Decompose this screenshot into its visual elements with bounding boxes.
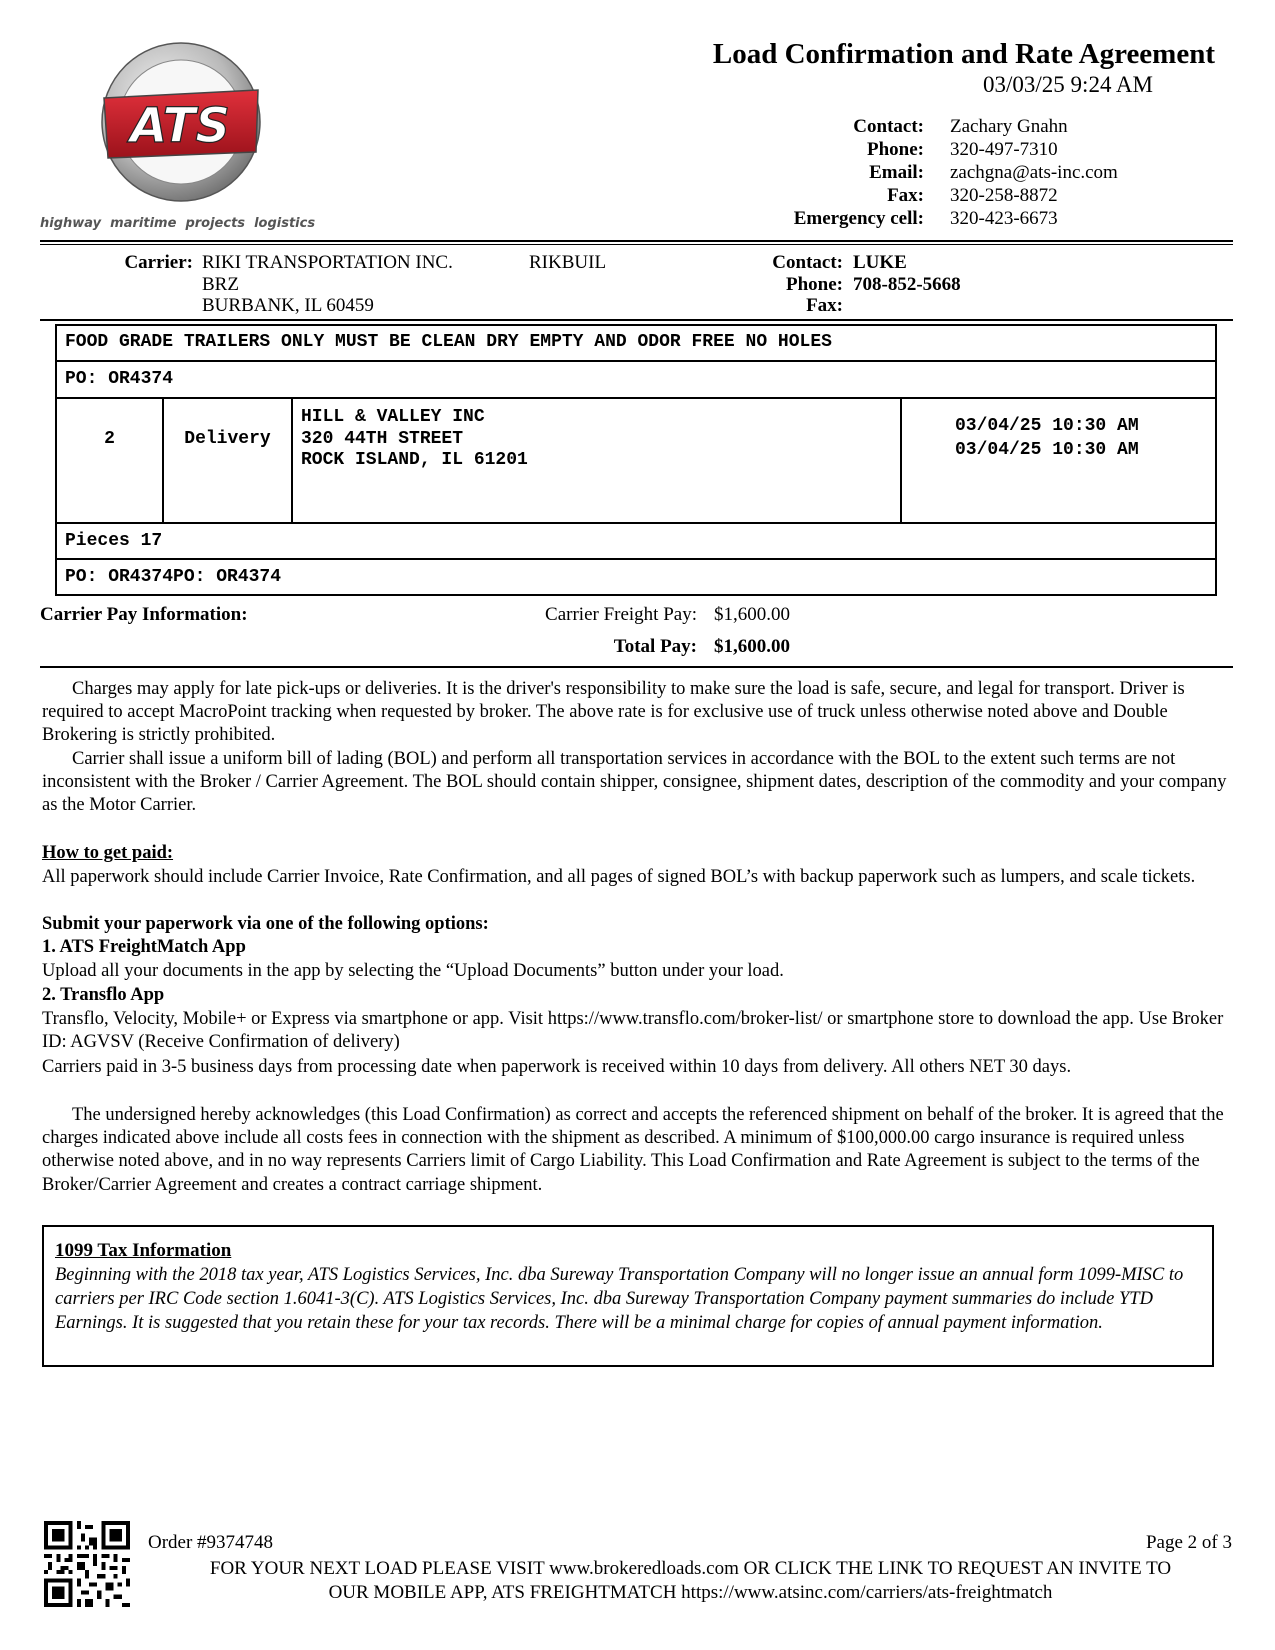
pay-divider xyxy=(40,666,1233,668)
appointment-end: 03/04/25 10:30 AM xyxy=(955,440,1139,460)
email-value[interactable]: zachgna@ats-inc.com xyxy=(950,162,1118,183)
footer-text xyxy=(148,1557,1233,1605)
fax-label: Fax: xyxy=(887,185,924,206)
contact-label: Contact: xyxy=(853,116,924,137)
carrier-phone-label: Phone: xyxy=(786,274,843,295)
freight-pay-label: Carrier Freight Pay: xyxy=(545,604,697,625)
col-divider xyxy=(900,399,902,522)
email-row xyxy=(700,162,1260,185)
stop-address xyxy=(301,407,528,472)
logo-tagline: highway maritime projects logistics xyxy=(40,216,316,231)
carrier-name: RIKI TRANSPORTATION INC. xyxy=(202,252,453,273)
consignee-street: 320 44TH STREET xyxy=(301,428,464,449)
header-divider-thin xyxy=(40,244,1233,245)
carrier-phone: 708-852-5668 xyxy=(853,274,961,295)
tax-info-box xyxy=(42,1225,1214,1367)
phone-value: 320-497-7310 xyxy=(950,139,1058,160)
po-row xyxy=(55,360,1217,399)
load-note: FOOD GRADE TRAILERS ONLY MUST BE CLEAN DRY EMPTY AND ODOR FREE NO HOLES xyxy=(65,332,832,352)
acknowledgement: The undersigned hereby acknowledges (this Load Confirmation) as correct and accepts the referenced shipment on behalf of the broker. It is agreed that the charges indicated above include all costs fees in connection with the shipment as described. A minimum of $100,000.00 cargo insurance is required unless otherwise noted above, and in no way represents Carriers limit of Cargo Liability. This Load Confirmation and Rate Agreement is subject to the terms of the Broker/Carrier Agreement and creates a contract carriage shipment. xyxy=(42,1105,1224,1195)
stop-type: Delivery xyxy=(184,429,271,449)
order-number: Order #9374748 xyxy=(148,1532,274,1553)
paperwork-requirements: All paperwork should include Carrier Invoice, Rate Confirmation, and all pages of signed BOL’s with backup paperwork such as lumpers, and scale tickets. xyxy=(42,867,1196,887)
carrier-label: Carrier: xyxy=(124,252,193,273)
carrier-contact-label: Contact: xyxy=(772,252,843,273)
note-row xyxy=(55,324,1217,362)
freight-pay-value: $1,600.00 xyxy=(714,604,790,625)
option2-text: Transflo, Velocity, Mobile+ or Express via smartphone or app. Visit https://www.transflo.com/broker-list/ or smartphone store to download the app. Use Broker ID: AGVSV (Receive Confirmation of delivery) xyxy=(42,1009,1224,1053)
emergency-row xyxy=(700,208,1260,231)
phone-label: Phone: xyxy=(867,139,924,160)
svg-text:ATS: ATS xyxy=(130,98,230,154)
carrier-city: BURBANK, IL 60459 xyxy=(202,295,374,316)
document-datetime: 03/03/25 9:24 AM xyxy=(983,72,1153,97)
total-pay-value: $1,600.00 xyxy=(714,636,790,657)
footer-line-1: FOR YOUR NEXT LOAD PLEASE VISIT www.brokeredloads.com OR CLICK THE LINK TO REQUEST AN INVITE TO xyxy=(209,1558,1172,1579)
po-number: PO: OR4374 xyxy=(65,369,174,389)
contact-row xyxy=(700,116,1260,139)
footer-line-2: OUR MOBILE APP, ATS FREIGHTMATCH https://www.atsinc.com/carriers/ats-freightmatch xyxy=(328,1582,1053,1603)
tax-heading: 1099 Tax Information xyxy=(55,1240,232,1261)
option1-text: Upload all your documents in the app by selecting the “Upload Documents” button under your load. xyxy=(42,961,784,981)
po-line: PO: OR4374PO: OR4374 xyxy=(65,567,282,587)
emergency-value: 320-423-6673 xyxy=(950,208,1058,229)
page-number: Page 2 of 3 xyxy=(1145,1532,1232,1553)
consignee-name: HILL & VALLEY INC xyxy=(301,407,485,427)
payment-terms: Carriers paid in 3-5 business days from processing date when paperwork is received within 10 days from delivery. All others NET 30 days. xyxy=(42,1057,1072,1077)
emergency-label: Emergency cell: xyxy=(793,208,924,229)
phone-row xyxy=(700,139,1260,162)
pay-heading: Carrier Pay Information: xyxy=(40,604,248,625)
stop-times xyxy=(955,414,1139,462)
fax-value: 320-258-8872 xyxy=(950,185,1058,206)
col-divider xyxy=(291,399,293,522)
submit-heading: Submit your paperwork via one of the following options: xyxy=(42,914,489,934)
how-to-get-paid-heading: How to get paid: xyxy=(42,843,174,863)
carrier-divider xyxy=(40,319,1233,321)
carrier-contact: LUKE xyxy=(853,252,907,273)
stop-row xyxy=(55,397,1217,524)
tax-text: Beginning with the 2018 tax year, ATS Logistics Services, Inc. dba Sureway Transportation Company will no longer issue an annual form 1099-MISC to carriers per IRC Code section 1.6041-3(C). ATS Logistics Services, Inc. dba Sureway Transportation Company payment summaries do include YTD Earnings. It is suggested that you retain these for your tax records. There will be a minimal charge for copies of annual payment information. xyxy=(55,1265,1184,1333)
pieces-count: Pieces 17 xyxy=(65,531,163,551)
contact-value: Zachary Gnahn xyxy=(950,116,1068,137)
header-divider xyxy=(40,240,1233,242)
option2-heading: 2. Transflo App xyxy=(42,985,165,1005)
pieces-row xyxy=(55,522,1217,560)
fax-row xyxy=(700,185,1260,208)
stop-number: 2 xyxy=(104,429,115,449)
carrier-fax-label: Fax: xyxy=(806,295,843,316)
total-pay-label: Total Pay: xyxy=(613,636,697,657)
appointment-start: 03/04/25 10:30 AM xyxy=(955,416,1139,436)
carrier-line2: BRZ xyxy=(202,274,239,295)
col-divider xyxy=(162,399,164,522)
terms-paragraph-1: Charges may apply for late pick-ups or deliveries. It is the driver's responsibility to make sure the load is safe, secure, and legal for transport. Driver is required to accept MacroPoint tracking when requested by broker. The above rate is for exclusive use of truck unless otherwise noted above and Double Brokering is strictly prohibited. xyxy=(42,679,1185,746)
email-label: Email: xyxy=(869,162,924,183)
consignee-city: ROCK ISLAND, IL 61201 xyxy=(301,450,528,470)
option1-heading: 1. ATS FreightMatch App xyxy=(42,937,246,957)
carrier-code: RIKBUIL xyxy=(529,252,607,273)
document-title: Load Confirmation and Rate Agreement xyxy=(712,38,1215,70)
qr-code[interactable] xyxy=(44,1521,130,1607)
po-line-row xyxy=(55,558,1217,596)
ats-logo xyxy=(96,40,266,208)
terms-paragraph-2: Carrier shall issue a uniform bill of lading (BOL) and perform all transportation services in accordance with the BOL to the extent such terms are not inconsistent with the Broker / Carrier Agreement. The BOL should contain shipper, consignee, shipment dates, description of the commodity and your company as the Motor Carrier. xyxy=(42,749,1227,816)
